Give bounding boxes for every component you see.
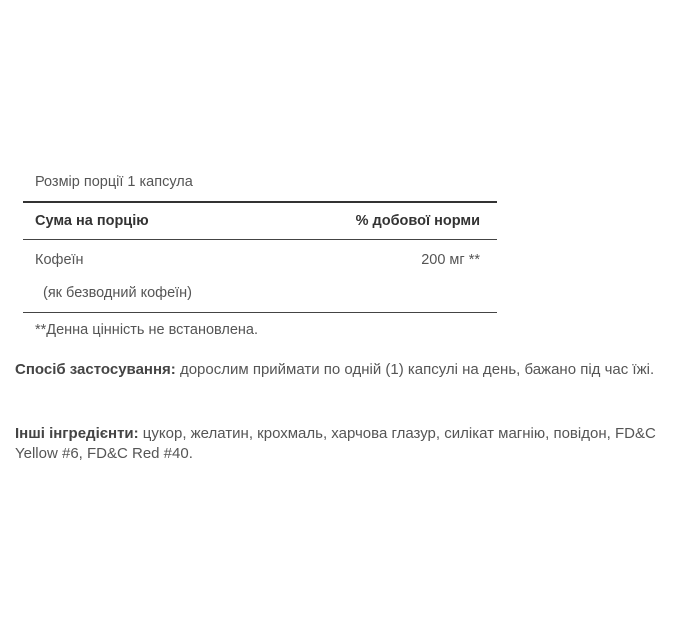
footnote-text: **Денна цінність не встановлена. [35, 322, 259, 338]
serving-size-text: Розмір порції 1 капсула [35, 174, 193, 190]
nutrient-note-row [23, 278, 497, 313]
nutrient-name: Кофеїн [35, 252, 84, 268]
footnote-row [23, 313, 497, 345]
usage-label: Спосіб застосування: [15, 361, 176, 378]
other-ingredients [15, 424, 665, 464]
serving-size-row [23, 163, 497, 203]
table-header-row [23, 203, 497, 240]
daily-value-header: % добової норми [355, 213, 480, 229]
nutrient-note: (як безводний кофеїн) [43, 285, 193, 301]
ingredients-label: Інші інгредієнти: [15, 425, 139, 442]
nutrient-row-caffeine [23, 240, 497, 278]
nutrient-amount: 200 мг ** [421, 252, 480, 268]
usage-instructions [15, 360, 665, 380]
amount-per-serving-header: Сума на порцію [35, 213, 149, 229]
ingredients-text: цукор, желатин, крохмаль, харчова глазур, силікат магнію, повідон, FD&C Yellow #6, FD&C Red #40. [15, 425, 656, 462]
usage-text: дорослим приймати по одній (1) капсулі на день, бажано під час їжі. [175, 361, 655, 378]
supplement-facts-table [23, 163, 497, 345]
